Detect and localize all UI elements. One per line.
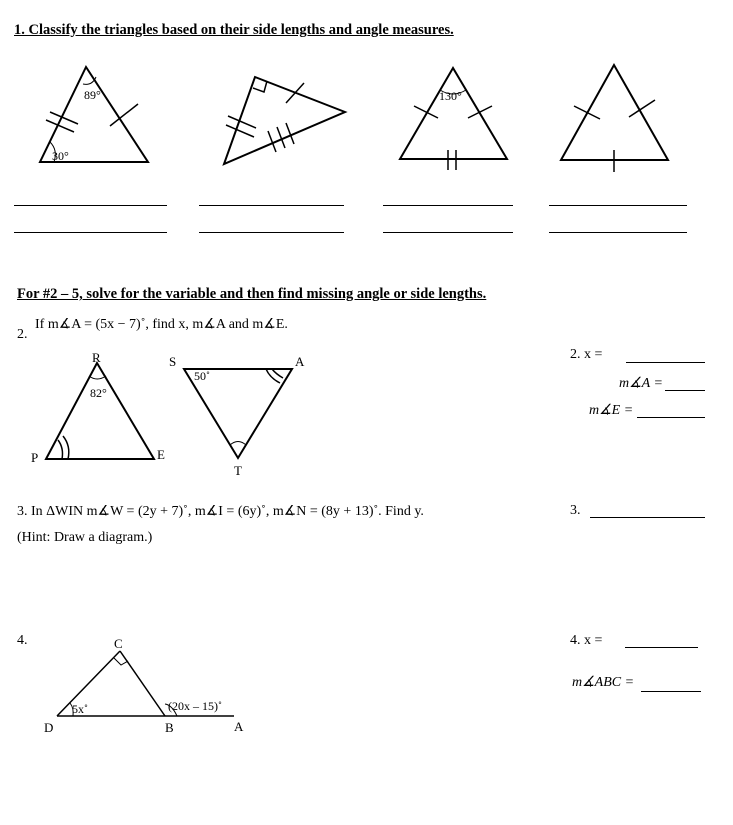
q4-label-D: D xyxy=(44,720,54,735)
q2-answer-mE-label: m∡E = xyxy=(589,403,634,418)
tri3-angle-top: 130° xyxy=(439,89,462,103)
q4-answer-mABC-blank[interactable] xyxy=(641,691,701,692)
q3-text: 3. In ΔWIN m∡W = (2y + 7)˚, m∡I = (6y)˚, m∡N = (8y + 13)˚. Find y. xyxy=(17,504,424,519)
q2-label-T: T xyxy=(234,463,242,478)
q4-angle-D: 5x˚ xyxy=(72,702,88,716)
q4-angle-B: (20x – 15)˚ xyxy=(168,699,222,713)
q2-number: 2. xyxy=(17,327,28,342)
q1-heading: 1. Classify the triangles based on their side lengths and angle measures. xyxy=(14,22,454,38)
q2-label-S: S xyxy=(169,354,177,369)
q2-answer-mA-label: m∡A = xyxy=(619,376,663,391)
q3-hint: (Hint: Draw a diagram.) xyxy=(17,530,153,545)
section2-heading: For #2 – 5, solve for the variable and then find missing angle or side lengths. xyxy=(17,286,487,302)
q2-label-A: A xyxy=(295,354,305,369)
tri1-angle-left: 30° xyxy=(52,149,69,163)
q4-answer-x-blank[interactable] xyxy=(625,647,698,648)
q2-angle-S: 50˚ xyxy=(194,369,210,383)
q2-label-P: P xyxy=(31,450,39,465)
q4-label-C: C xyxy=(114,636,123,651)
q2-answer-x-label: 2. x = xyxy=(570,347,603,362)
q4-answer-x-label: 4. x = xyxy=(570,633,603,648)
q2-angle-R: 82° xyxy=(90,386,107,400)
q4-answer-mABC-label: m∡ABC = xyxy=(572,675,635,690)
q2-label-E: E xyxy=(157,447,165,462)
q4-number: 4. xyxy=(17,633,28,648)
q3-answer-label: 3. xyxy=(570,503,581,518)
q4-label-A: A xyxy=(234,719,244,734)
q2-prompt: If m∡A = (5x − 7)˚, find x, m∡A and m∡E. xyxy=(35,317,288,332)
q2-label-R: R xyxy=(92,350,101,365)
tri1-angle-top: 89° xyxy=(84,88,101,102)
q4-label-B: B xyxy=(165,720,174,735)
